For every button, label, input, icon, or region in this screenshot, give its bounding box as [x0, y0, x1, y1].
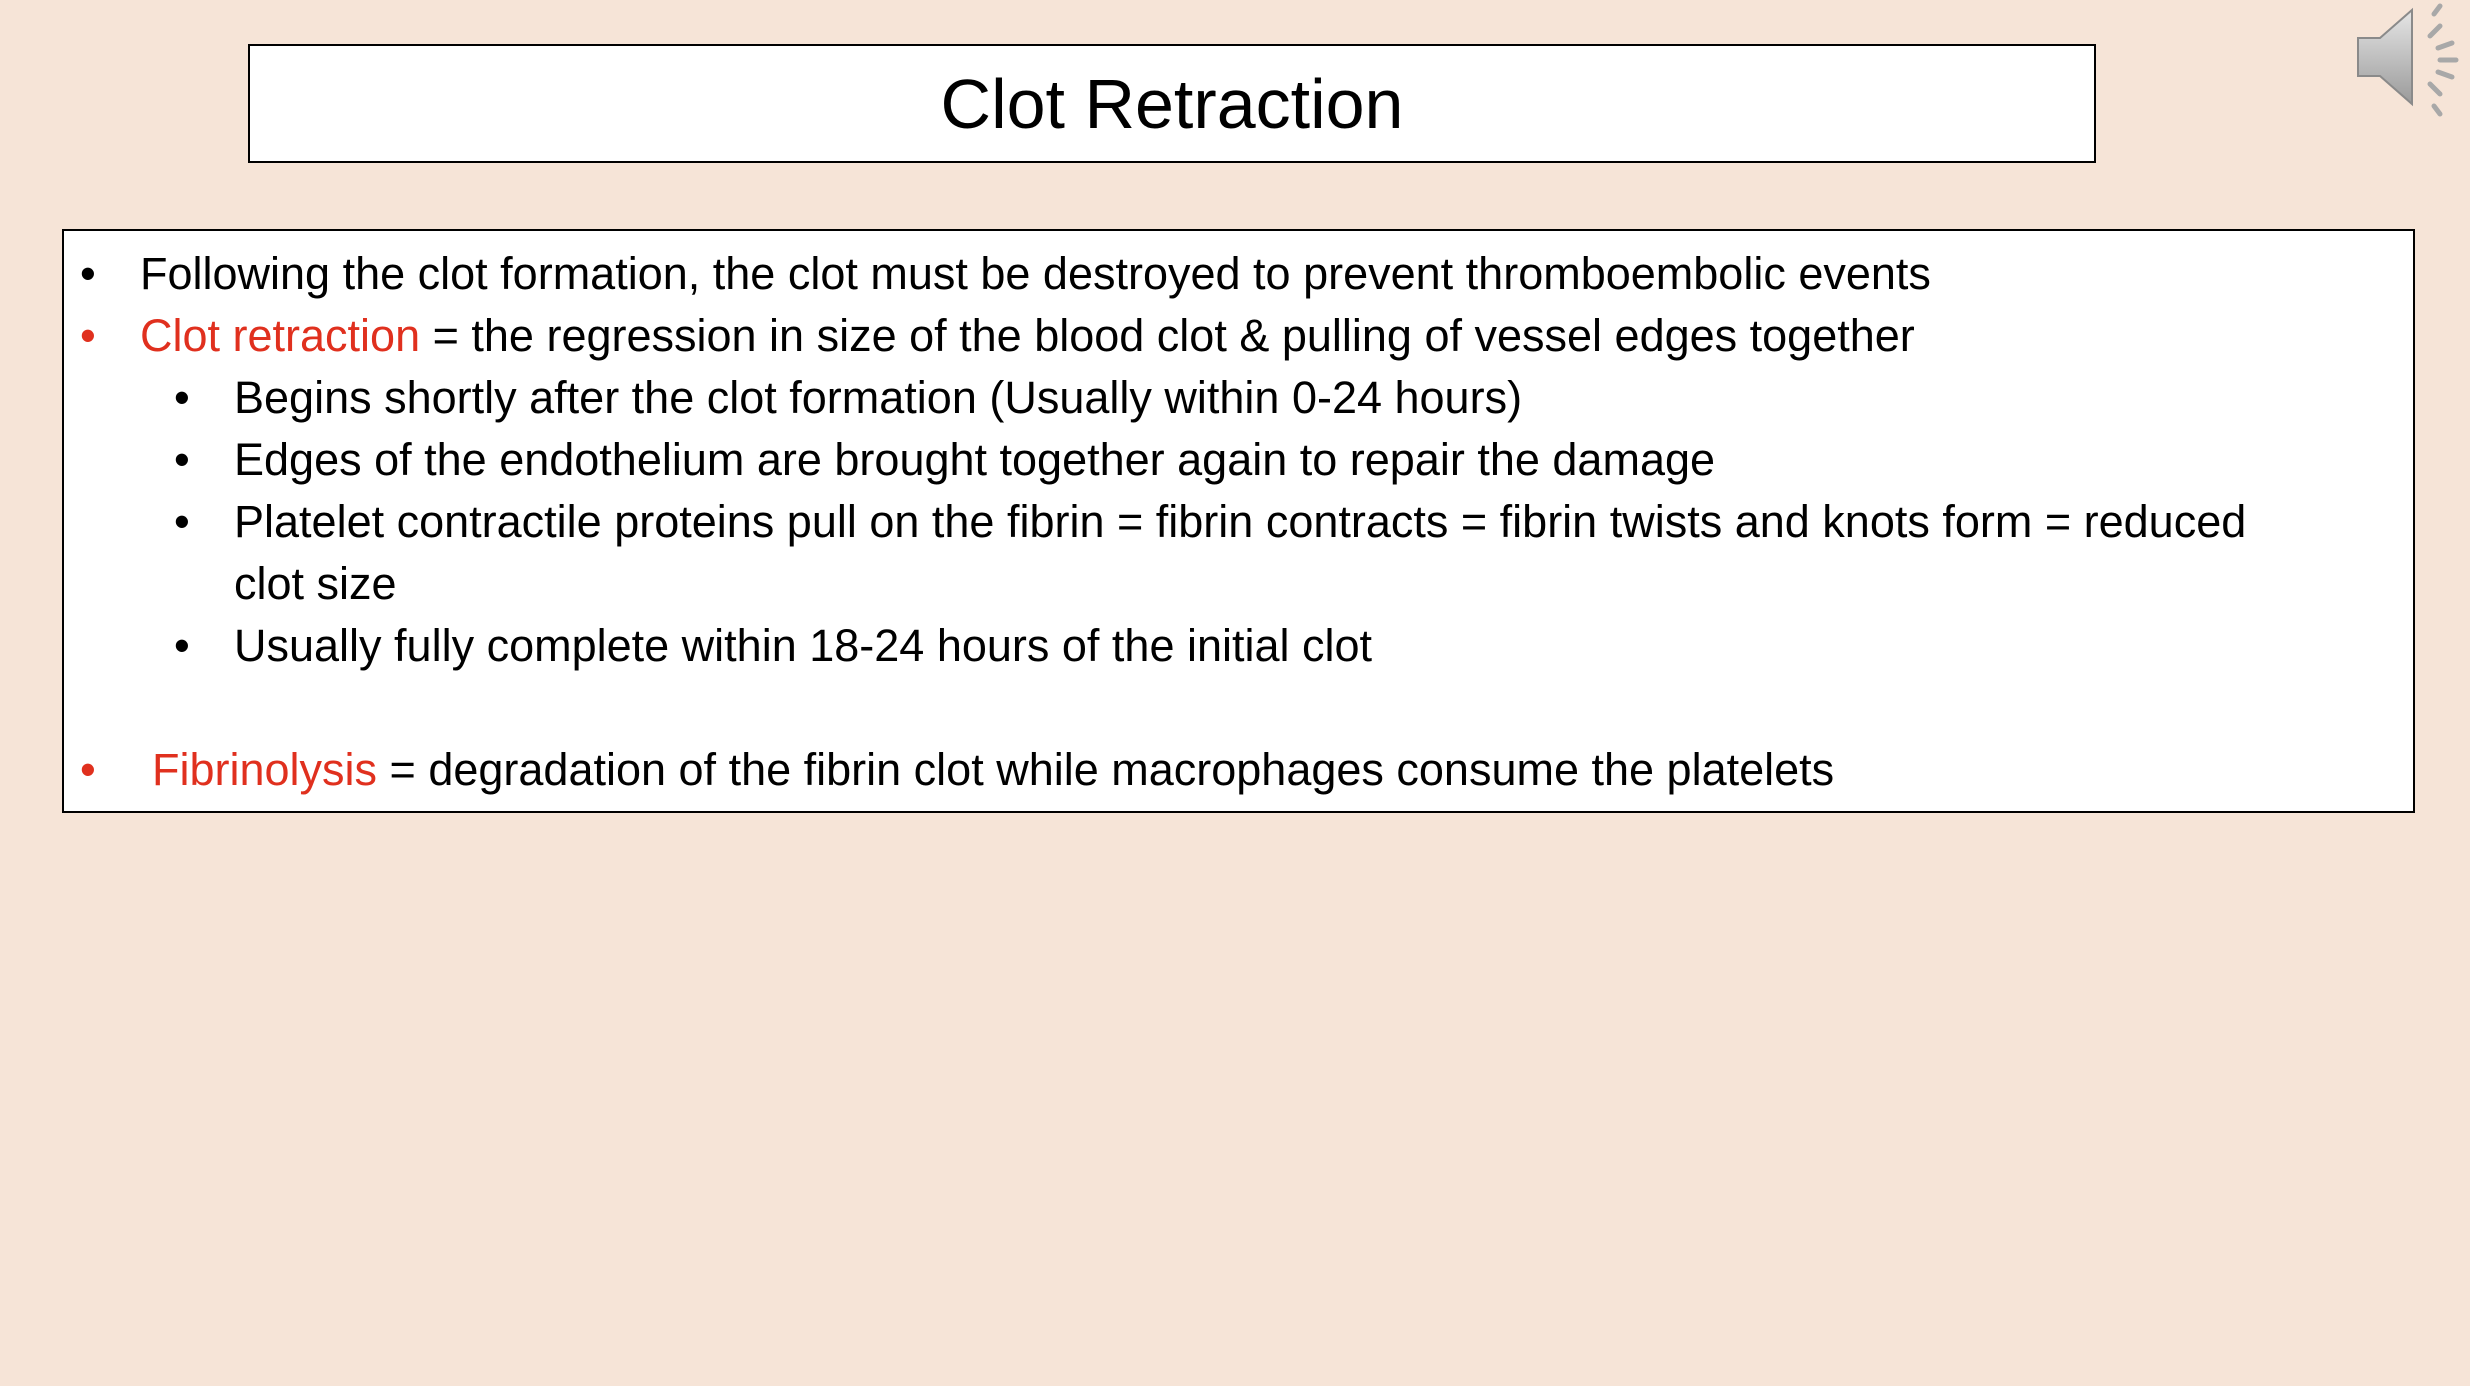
- content-box: [62, 229, 2415, 813]
- bullet-point-3: •: [80, 744, 96, 795]
- slide-title: Clot Retraction: [940, 64, 1404, 143]
- speaker-icon[interactable]: [2350, 0, 2470, 120]
- point-2-line: [140, 305, 1915, 367]
- point-2-text: = the regression in size of the blood clot & pulling of vessel edges together: [420, 310, 1915, 361]
- subbullet-2: •: [174, 434, 190, 485]
- subpoint-3-line2: clot size: [234, 558, 397, 609]
- point-3-line: [152, 739, 1834, 801]
- point-1-text: Following the clot formation, the clot must be destroyed to prevent thromboembolic events: [140, 248, 1931, 299]
- subpoint-4-text: Usually fully complete within 18-24 hours of the initial clot: [234, 620, 1373, 671]
- subpoint-1-text: Begins shortly after the clot formation (Usually within 0-24 hours): [234, 372, 1523, 423]
- subbullet-4: •: [174, 620, 190, 671]
- subpoint-3-line1: Platelet contractile proteins pull on the fibrin = fibrin contracts = fibrin twists and knots form = reduced: [234, 496, 2247, 547]
- slide-title-box: [248, 44, 2096, 163]
- point-3-text: = degradation of the fibrin clot while macrophages consume the platelets: [377, 744, 1835, 795]
- subbullet-3: •: [174, 496, 190, 547]
- bullet-point-2: •: [80, 310, 96, 361]
- bullet-point-1: •: [80, 248, 96, 299]
- term-clot-retraction: Clot retraction: [140, 310, 421, 361]
- subbullet-1: •: [174, 372, 190, 423]
- term-fibrinolysis: Fibrinolysis: [152, 744, 378, 795]
- subpoint-2-text: Edges of the endothelium are brought together again to repair the damage: [234, 434, 1716, 485]
